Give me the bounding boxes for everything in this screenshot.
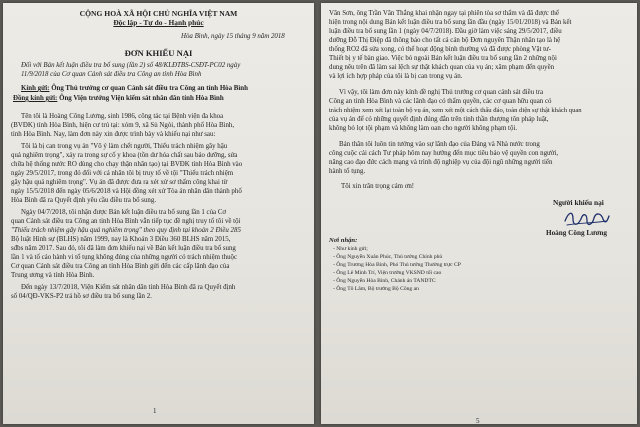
- body-line: Bản thân tôi luôn tin tưởng vào sự lãnh đạo của Đảng và Nhà nước trong: [339, 141, 540, 148]
- body-line: quan Cảnh sát điều tra Công an tỉnh Hòa Bình vẫn tiếp tục đề nghị truy tố tôi về tội: [11, 218, 241, 225]
- body-line: ngày 29/5/2017, trong đó đối với cá nhân tôi bị truy tố về tội "Thiếu trách nhiệm: [11, 170, 234, 177]
- recipient-text: Ông Viện trưởng Viện kiểm sát nhân dân tỉnh Hòa Bình: [59, 95, 224, 102]
- document-page-right: [321, 3, 637, 424]
- body-line: số 04/QĐ-VKS-P2 trả hồ sơ điều tra bổ sung lần 2.: [11, 293, 152, 300]
- body-line: nâng cao đạo đức cách mạng và trình độ nghiệp vụ của đội ngũ những người tiến: [329, 159, 553, 166]
- body-line: gây hậu quả nghiêm trọng". Vụ án đã được đưa ra xét xử sơ thẩm công khai từ: [11, 179, 228, 186]
- body-line: "Thiếu trách nhiệm gây hậu quả nghiêm trọng" theo quy định tại khoản 2 Điều 285: [11, 227, 241, 234]
- signer-title: Người khiếu nại: [553, 198, 604, 207]
- body-line: Tôi là bị can trong vụ án "Vô ý làm chết người, Thiếu trách nhiệm gây hậu: [21, 143, 228, 150]
- body-line: Tên tôi là Hoàng Công Lương, sinh 1986, công tác tại Bệnh viện đa khoa: [21, 113, 224, 120]
- subject-line: Đối với Bản kết luận điều tra bổ sung (lần 2) số 48/KLĐTBS-CSĐT-PC02 ngày: [21, 62, 241, 69]
- body-line: (BVĐK) tỉnh Hòa Bình, hiện cư trú tại: xóm 9, xã Sủ Ngòi, thành phố Hòa Bình,: [11, 122, 235, 129]
- recipient-item: - Ông Nguyễn Hòa Bình, Chánh án TANDTC: [333, 278, 436, 284]
- recipient-item: - Ông Trương Hòa Bình, Phó Thủ tướng Thường trực CP: [333, 262, 461, 268]
- recipient-item: - Ông Tô Lâm, Bộ trưởng Bộ Công an: [333, 286, 419, 292]
- thanks-line: Tôi xin trân trọng cảm ơn!: [341, 183, 415, 190]
- body-line: không bỏ lọt tội phạm và không làm oan cho người không phạm tội.: [329, 125, 518, 132]
- body-line: công cuộc cải cách Tư pháp hôm nay hướng đến mục tiêu bảo vệ quyền con người,: [329, 150, 559, 157]
- body-line: lần 1 và tố cáo hành vi tố tụng không đúng của những người có trách nhiệm thuộc: [11, 254, 238, 261]
- body-line: thống RO2 đã sửa xong, có thể hoạt động bình thường và đã được phòng Vật tư-: [329, 46, 552, 53]
- document-title: ĐƠN KHIẾU NẠI: [124, 48, 193, 58]
- document-page-left: [3, 3, 314, 424]
- body-line: trách nhiệm xem xét lại toàn bộ vụ án, xem xét một cách thấu đáo, toàn diện sự thật khách quan: [329, 107, 582, 114]
- recipient-primary: [21, 85, 248, 94]
- body-line: và lợi ích hợp pháp của tôi là bị can trong vụ án.: [329, 73, 463, 80]
- body-line: của vụ án để có những quyết định đúng đắn trên tinh thần thượng tôn pháp luật,: [329, 116, 549, 123]
- recipient-item: - Như kính gửi;: [333, 246, 368, 252]
- body-line: Thiết bị y tế bàn giao. Việc bỏ ngoài Bản kết luận điều tra bổ sung lần 2 những nội: [329, 55, 557, 62]
- body-line: Văn Sơn, ông Trần Văn Thắng khai nhận ngay tại phiên tòa sơ thẩm và đã được thể: [329, 10, 559, 17]
- recipient-secondary: [13, 95, 224, 104]
- recipient-label: Đồng kính gửi:: [13, 95, 58, 102]
- body-line: sđbs năm 2017. Sau đó, tôi đã làm đơn khiếu nại về Bản kết luận điều tra bổ sung: [11, 245, 236, 252]
- signer-name: Hoàng Công Lương: [546, 229, 608, 237]
- body-line: ngày 15/5/2018 đến ngày 05/6/2018 và Hội đồng xét xử Tòa án nhân dân thành phố: [11, 188, 242, 195]
- body-line: dưỡng Đỗ Thị Điệp đã thông báo cho tất cả cán bộ Đơn nguyên Thận nhân tạo là hệ: [329, 37, 561, 44]
- place-date: Hòa Bình, ngày 15 tháng 9 năm 2018: [181, 33, 285, 40]
- body-line: Cơ quan Cảnh sát điều tra Công an tỉnh Hòa Bình gửi đến các cấp lãnh đạo của: [11, 263, 230, 270]
- page-number: 5: [476, 417, 480, 424]
- body-line: hiện trong nội dung Bản kết luận điều tra bổ sung lần đầu (ngày 15/01/2018) và Bản kết: [329, 19, 572, 26]
- recipient-label: Kính gửi:: [21, 85, 50, 92]
- body-line: Ngày 04/7/2018, tôi nhận được Bản kết luận điều tra bổ sung lần 1 của Cơ: [21, 209, 227, 216]
- body-line: Đến ngày 13/7/2018, Viện Kiểm sát nhân dân tỉnh Hòa Bình đã ra Quyết định: [21, 284, 236, 291]
- body-line: Trung ương và tỉnh Hòa Bình.: [11, 272, 95, 279]
- body-line: tỉnh Hòa Bình. Nay, làm đơn này xin được trình bày và khiếu nại như sau:: [11, 131, 216, 138]
- body-line: Công an tỉnh Hòa Bình và các lãnh đạo có thẩm quyền, các cơ quan hữu quan có: [329, 98, 552, 105]
- body-line: hành tố tụng.: [329, 168, 366, 175]
- page-number: 1: [153, 407, 157, 415]
- body-line: Vì vậy, tôi làm đơn này kính đề nghị Thủ trưởng cơ quan cảnh sát điều tra: [339, 89, 544, 96]
- body-line: luận điều tra bổ sung lần 1 (ngày 04/7/2018). Đầu giờ làm việc sáng 29/5/2017, điều: [329, 28, 562, 35]
- recipient-item: - Ông Lê Minh Trí, Viện trưởng VKSND tối cao: [333, 270, 442, 276]
- recipients-heading: Nơi nhận:: [329, 237, 358, 244]
- body-line: chữa hệ thống nước RO dùng cho chạy thận nhân tạo) tại BVĐK tỉnh Hòa Bình vào: [11, 161, 243, 168]
- subject-line: 11/9/2018 của Cơ quan Cảnh sát điều tra Công an tỉnh Hòa Bình: [21, 71, 202, 78]
- recipient-text: Ông Thủ trưởng cơ quan Cảnh sát điều tra Công an tỉnh Hòa Bình: [51, 85, 248, 92]
- recipient-item: - Ông Nguyễn Xuân Phúc, Thủ tướng Chính phủ: [333, 254, 443, 260]
- body-line: Hòa Bình đã ra Quyết định yêu cầu điều tra bổ sung.: [11, 197, 157, 204]
- national-title: CỘNG HOÀ XÃ HỘI CHỦ NGHĨA VIỆT NAM: [79, 9, 238, 18]
- national-motto: Độc lập - Tự do - Hạnh phúc: [113, 18, 204, 27]
- body-line: dung nêu trên đã làm sai lệch sự thật khách quan của vụ án; xâm phạm đến quyền: [329, 64, 555, 71]
- body-line: Bộ luật Hình sự (BLHS) năm 1999, nay là Khoản 3 Điều 360 BLHS năm 2015,: [11, 236, 231, 243]
- handwritten-signature: [561, 207, 611, 231]
- body-line: quả nghiêm trọng", xảy ra trong sự cố y khoa (tồn dư hóa chất sau bảo dưỡng, sửa: [11, 152, 238, 159]
